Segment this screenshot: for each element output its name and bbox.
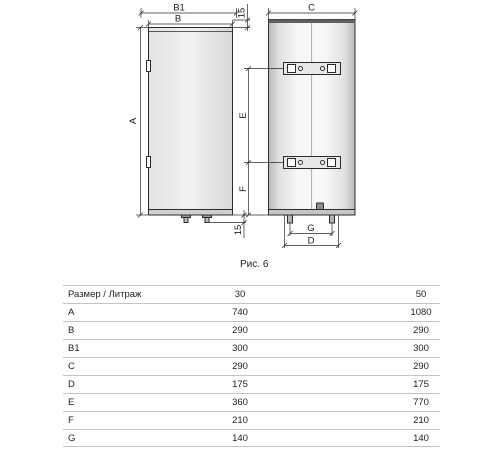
row-dimension: B1 — [68, 343, 80, 354]
bracket-hole — [321, 161, 325, 165]
table-row — [63, 411, 440, 429]
bracket-slot — [288, 159, 296, 167]
inlet-pipe — [288, 215, 293, 223]
label-b: B — [174, 13, 182, 25]
table-header-row — [63, 285, 440, 303]
label-a: A — [128, 117, 139, 125]
table-row — [63, 339, 440, 357]
row-value-50: 210 — [413, 415, 429, 426]
bracket-hole — [299, 67, 303, 71]
label-f: F — [238, 186, 249, 192]
row-value-30: 360 — [232, 397, 248, 408]
hinge-lower — [147, 157, 151, 168]
tank-base — [269, 210, 356, 216]
mounting-bracket-upper — [284, 63, 341, 75]
tank-top-band — [269, 20, 356, 24]
row-value-50: 290 — [413, 361, 429, 372]
header-volume-30: 30 — [234, 289, 246, 300]
bracket-hole — [299, 161, 303, 165]
table-row — [63, 321, 440, 339]
row-value-50: 300 — [413, 343, 429, 354]
header-size-label: Размер / Литраж — [68, 289, 142, 300]
row-dimension: D — [68, 379, 75, 390]
row-dimension: G — [68, 432, 76, 444]
table-row — [63, 303, 440, 321]
row-value-30: 140 — [232, 432, 248, 444]
table-row — [63, 357, 440, 375]
row-value-50: 1080 — [410, 307, 432, 318]
row-dimension: B — [68, 325, 75, 336]
row-value-50: 140 — [413, 432, 429, 444]
pipe-right — [205, 218, 209, 223]
label-c: C — [308, 2, 315, 14]
hinge-upper — [147, 61, 151, 72]
table-row — [63, 375, 440, 393]
thermostat-knob — [317, 203, 324, 210]
row-value-30: 210 — [232, 415, 248, 426]
dimensions-table — [63, 285, 440, 447]
mounting-bracket-lower — [284, 157, 341, 169]
row-value-30: 290 — [232, 361, 248, 372]
figure-caption: Рис. 6 — [240, 259, 269, 270]
bracket-slot — [328, 65, 336, 73]
row-value-50: 770 — [413, 397, 429, 408]
row-value-30: 290 — [232, 325, 248, 336]
table-row — [63, 393, 440, 411]
row-value-50: 290 — [413, 325, 429, 336]
bracket-slot — [288, 65, 296, 73]
row-dimension: C — [68, 361, 75, 372]
label-d: D — [307, 235, 315, 247]
front-view — [238, 3, 358, 249]
bracket-slot — [328, 159, 336, 167]
row-dimension: A — [68, 307, 75, 318]
side-view — [128, 3, 250, 239]
label-bottom-gap: 15 — [233, 224, 244, 236]
tank-body — [149, 28, 233, 216]
pipe-left — [184, 218, 188, 223]
row-value-30: 300 — [232, 343, 248, 354]
label-e: E — [238, 112, 249, 119]
row-dimension: E — [68, 397, 75, 408]
label-g: G — [307, 223, 315, 234]
row-dimension: F — [68, 415, 74, 426]
outlet-pipe — [330, 215, 335, 223]
label-top-gap: 15 — [236, 7, 248, 19]
label-b1: B1 — [173, 2, 185, 14]
row-value-30: 740 — [232, 307, 248, 318]
table-row — [63, 429, 440, 447]
bracket-hole — [321, 67, 325, 71]
row-value-30: 175 — [232, 379, 248, 390]
header-volume-50: 50 — [415, 289, 427, 300]
tank-base — [149, 210, 233, 216]
row-value-50: 175 — [413, 379, 429, 390]
